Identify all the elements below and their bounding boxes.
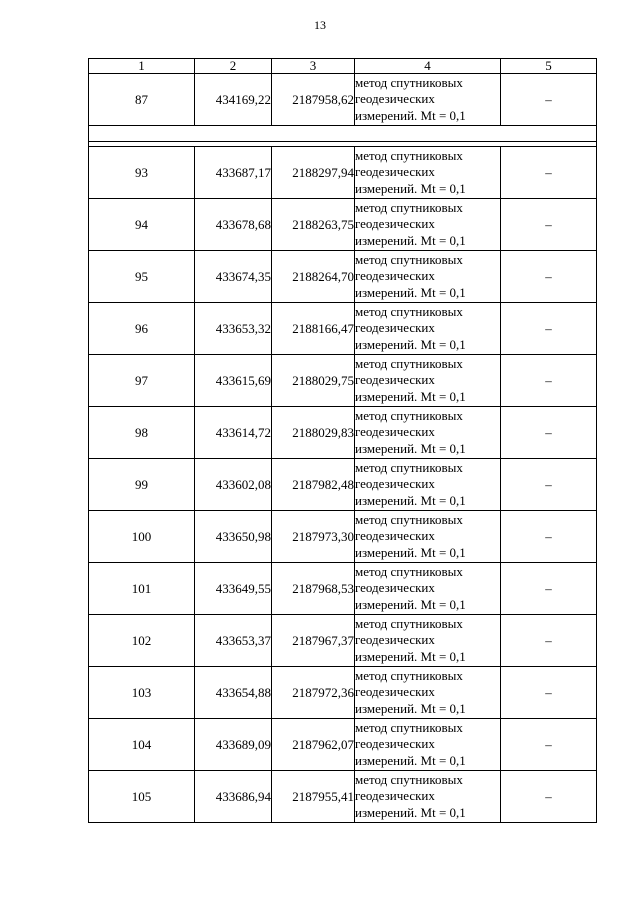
note-cell: – bbox=[501, 407, 597, 459]
y-coordinate-cell: 2187962,07 bbox=[272, 719, 355, 771]
method-cell bbox=[355, 667, 501, 719]
y-coordinate-cell: 2188297,94 bbox=[272, 147, 355, 199]
method-line: метод спутниковых bbox=[355, 771, 463, 787]
method-cell bbox=[355, 303, 501, 355]
method-cell bbox=[355, 74, 501, 126]
x-coordinate-cell: 433650,98 bbox=[195, 511, 272, 563]
x-coordinate-cell: 433615,69 bbox=[195, 355, 272, 407]
x-coordinate-cell: 433687,17 bbox=[195, 147, 272, 199]
y-coordinate-cell: 2188029,75 bbox=[272, 355, 355, 407]
method-line: геодезических bbox=[355, 736, 435, 752]
x-coordinate-cell: 433614,72 bbox=[195, 407, 272, 459]
method-line: геодезических bbox=[355, 216, 435, 232]
table-row bbox=[89, 563, 597, 615]
x-coordinate-cell: 433653,37 bbox=[195, 615, 272, 667]
method-line: геодезических bbox=[355, 372, 435, 388]
note-cell: – bbox=[501, 615, 597, 667]
method-line: метод спутниковых bbox=[355, 719, 463, 735]
y-coordinate-cell: 2188166,47 bbox=[272, 303, 355, 355]
header-col-5: 5 bbox=[501, 59, 597, 74]
method-line: измерений. Mt = 0,1 bbox=[355, 388, 466, 404]
table-row bbox=[89, 251, 597, 303]
y-coordinate-cell: 2188029,83 bbox=[272, 407, 355, 459]
method-cell bbox=[355, 147, 501, 199]
table-row bbox=[89, 771, 597, 823]
method-line: геодезических bbox=[355, 476, 435, 492]
table-row bbox=[89, 199, 597, 251]
y-coordinate-cell: 2187972,36 bbox=[272, 667, 355, 719]
method-line: метод спутниковых bbox=[355, 615, 463, 631]
method-line: измерений. Mt = 0,1 bbox=[355, 336, 466, 352]
method-line: метод спутниковых bbox=[355, 74, 463, 90]
method-line: измерений. Mt = 0,1 bbox=[355, 752, 466, 768]
table-row bbox=[89, 615, 597, 667]
method-line: измерений. Mt = 0,1 bbox=[355, 492, 466, 508]
method-line: метод спутниковых bbox=[355, 147, 463, 163]
point-number-cell: 96 bbox=[89, 303, 195, 355]
table-row bbox=[89, 667, 597, 719]
x-coordinate-cell: 433654,88 bbox=[195, 667, 272, 719]
note-cell: – bbox=[501, 147, 597, 199]
method-line: измерений. Mt = 0,1 bbox=[355, 284, 466, 300]
note-cell: – bbox=[501, 251, 597, 303]
table-row bbox=[89, 407, 597, 459]
method-line: метод спутниковых bbox=[355, 459, 463, 475]
point-number-cell: 100 bbox=[89, 511, 195, 563]
method-cell bbox=[355, 459, 501, 511]
spacer-row bbox=[89, 126, 597, 142]
note-cell: – bbox=[501, 303, 597, 355]
method-cell bbox=[355, 615, 501, 667]
method-line: метод спутниковых bbox=[355, 667, 463, 683]
note-cell: – bbox=[501, 771, 597, 823]
method-line: измерений. Mt = 0,1 bbox=[355, 107, 466, 123]
point-number-cell: 94 bbox=[89, 199, 195, 251]
method-line: измерений. Mt = 0,1 bbox=[355, 596, 466, 612]
point-number-cell: 95 bbox=[89, 251, 195, 303]
point-number-cell: 105 bbox=[89, 771, 195, 823]
x-coordinate-cell: 433686,94 bbox=[195, 771, 272, 823]
table-spacer bbox=[89, 126, 597, 147]
note-cell: – bbox=[501, 667, 597, 719]
method-line: геодезических bbox=[355, 528, 435, 544]
table-header-row bbox=[89, 59, 597, 74]
point-number-cell: 98 bbox=[89, 407, 195, 459]
method-cell bbox=[355, 771, 501, 823]
point-number-cell: 103 bbox=[89, 667, 195, 719]
coordinates-table bbox=[88, 58, 597, 823]
method-line: геодезических bbox=[355, 320, 435, 336]
x-coordinate-cell: 433674,35 bbox=[195, 251, 272, 303]
y-coordinate-cell: 2187967,37 bbox=[272, 615, 355, 667]
method-line: метод спутниковых bbox=[355, 355, 463, 371]
method-line: измерений. Mt = 0,1 bbox=[355, 440, 466, 456]
method-cell bbox=[355, 251, 501, 303]
x-coordinate-cell: 433653,32 bbox=[195, 303, 272, 355]
method-cell bbox=[355, 355, 501, 407]
method-line: метод спутниковых bbox=[355, 407, 463, 423]
method-line: геодезических bbox=[355, 424, 435, 440]
y-coordinate-cell: 2187968,53 bbox=[272, 563, 355, 615]
note-cell: – bbox=[501, 74, 597, 126]
method-line: геодезических bbox=[355, 580, 435, 596]
method-line: геодезических bbox=[355, 91, 435, 107]
method-line: измерений. Mt = 0,1 bbox=[355, 180, 466, 196]
table-row bbox=[89, 303, 597, 355]
table-body-main bbox=[89, 147, 597, 823]
method-line: геодезических bbox=[355, 788, 435, 804]
note-cell: – bbox=[501, 459, 597, 511]
method-line: геодезических bbox=[355, 164, 435, 180]
y-coordinate-cell: 2187955,41 bbox=[272, 771, 355, 823]
method-line: измерений. Mt = 0,1 bbox=[355, 544, 466, 560]
method-line: измерений. Mt = 0,1 bbox=[355, 648, 466, 664]
page-number: 13 bbox=[314, 18, 326, 32]
table-row bbox=[89, 719, 597, 771]
note-cell: – bbox=[501, 719, 597, 771]
point-number-cell: 97 bbox=[89, 355, 195, 407]
y-coordinate-cell: 2187973,30 bbox=[272, 511, 355, 563]
table-row bbox=[89, 511, 597, 563]
method-line: измерений. Mt = 0,1 bbox=[355, 804, 466, 820]
method-line: метод спутниковых bbox=[355, 251, 463, 267]
note-cell: – bbox=[501, 511, 597, 563]
point-number-cell: 104 bbox=[89, 719, 195, 771]
method-line: геодезических bbox=[355, 632, 435, 648]
y-coordinate-cell: 2188263,75 bbox=[272, 199, 355, 251]
method-line: геодезических bbox=[355, 268, 435, 284]
y-coordinate-cell: 2188264,70 bbox=[272, 251, 355, 303]
table-row bbox=[89, 459, 597, 511]
x-coordinate-cell: 433649,55 bbox=[195, 563, 272, 615]
x-coordinate-cell: 433678,68 bbox=[195, 199, 272, 251]
note-cell: – bbox=[501, 199, 597, 251]
x-coordinate-cell: 433689,09 bbox=[195, 719, 272, 771]
point-number-cell: 101 bbox=[89, 563, 195, 615]
point-number-cell: 99 bbox=[89, 459, 195, 511]
table-body-top bbox=[89, 74, 597, 126]
method-line: измерений. Mt = 0,1 bbox=[355, 232, 466, 248]
method-line: метод спутниковых bbox=[355, 199, 463, 215]
note-cell: – bbox=[501, 355, 597, 407]
method-line: метод спутниковых bbox=[355, 563, 463, 579]
point-number-cell: 87 bbox=[89, 74, 195, 126]
method-line: метод спутниковых bbox=[355, 511, 463, 527]
note-cell: – bbox=[501, 563, 597, 615]
x-coordinate-cell: 434169,22 bbox=[195, 74, 272, 126]
point-number-cell: 102 bbox=[89, 615, 195, 667]
header-col-4: 4 bbox=[355, 59, 501, 74]
method-cell bbox=[355, 563, 501, 615]
table-row bbox=[89, 355, 597, 407]
method-cell bbox=[355, 719, 501, 771]
method-cell bbox=[355, 511, 501, 563]
x-coordinate-cell: 433602,08 bbox=[195, 459, 272, 511]
table-row bbox=[89, 147, 597, 199]
y-coordinate-cell: 2187958,62 bbox=[272, 74, 355, 126]
method-line: метод спутниковых bbox=[355, 303, 463, 319]
method-line: геодезических bbox=[355, 684, 435, 700]
header-col-3: 3 bbox=[272, 59, 355, 74]
point-number-cell: 93 bbox=[89, 147, 195, 199]
method-cell bbox=[355, 199, 501, 251]
spacer-cell bbox=[89, 126, 597, 142]
table-row bbox=[89, 74, 597, 126]
header-col-2: 2 bbox=[195, 59, 272, 74]
method-line: измерений. Mt = 0,1 bbox=[355, 700, 466, 716]
header-col-1: 1 bbox=[89, 59, 195, 74]
y-coordinate-cell: 2187982,48 bbox=[272, 459, 355, 511]
method-cell bbox=[355, 407, 501, 459]
